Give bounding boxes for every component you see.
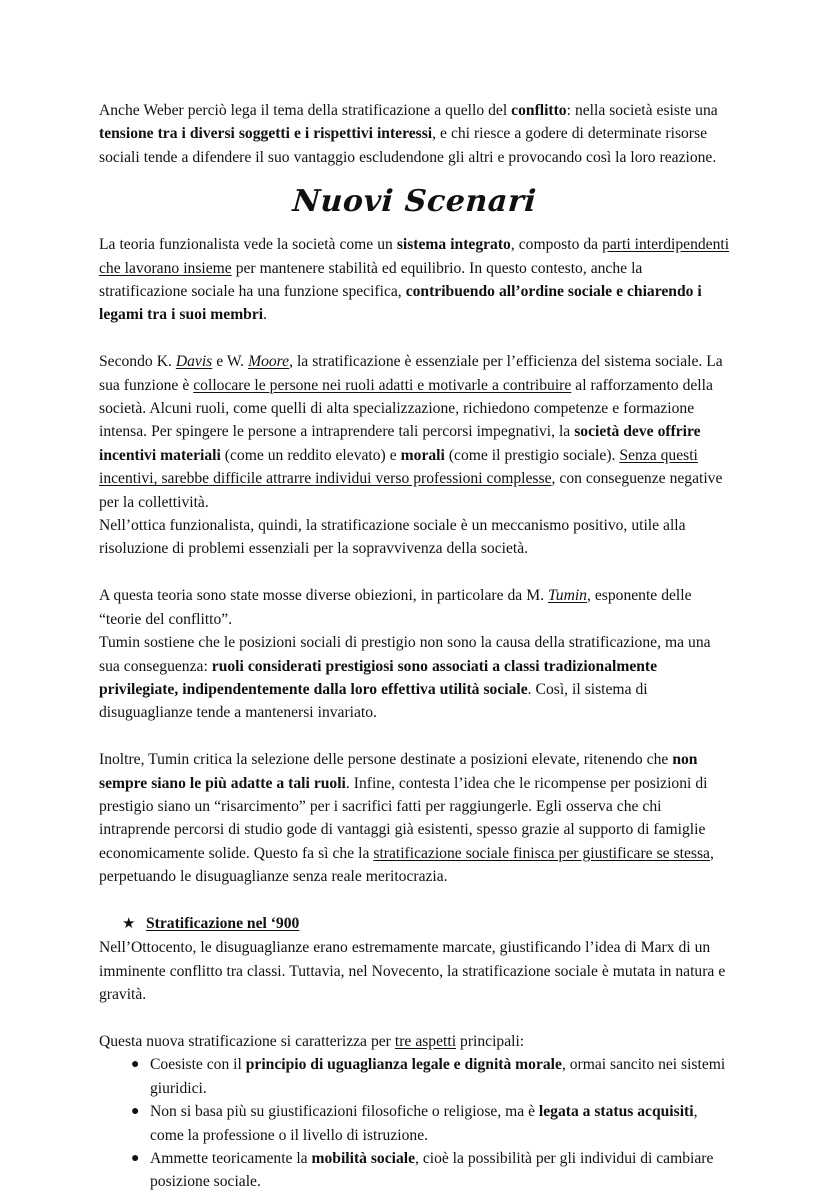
emphasis-underline: tre aspetti [394, 1032, 457, 1050]
bullet-dot-icon: ● [131, 1104, 140, 1120]
list-item-text: Ammette teoricamente la mobilità sociale, cioè la possibilità per gli individui di cambiare posizione sociale. [150, 1149, 714, 1191]
list-item-uguaglianza [99, 1053, 730, 1100]
list-item-text: Non si basa più su giustificazioni filosofiche o religiose, ma è legata a status acquisiti, come la professione o il livello di istruzione. [150, 1103, 698, 1144]
paragraph-spacer [99, 1007, 730, 1030]
star-bullet-icon: ★ [122, 915, 136, 932]
emphasis-bold: contribuendo all’ordine sociale e chiarendo i legami tra i suoi membri [99, 283, 702, 324]
tre-aspetti-intro-paragraph: Questa nuova stratificazione si caratterizza per tre aspetti principali: [99, 1032, 525, 1050]
emphasis-italic-underline: Davis [175, 353, 213, 371]
tumin-critique-paragraph: Inoltre, Tumin critica la selezione delle persone destinate a posizioni elevate, ritenendo che non sempre siano le più adatte a tali ruoli. Infine, contesta l’idea che le ricompense per posizioni di prestigio siano un “risarcimento” per i sacrifici fatti per raggiungerle. Egli osserva che chi intraprende percorsi di studio gode di vantaggi già esistenti, spesso grazie al supporto di famiglie economicamente solide. Questo fa sì che la stratificazione sociale finisca per giustificare se stessa, perpetuando le disuguaglianze senza reale meritocrazia. [99, 751, 714, 886]
bullet-dot-icon: ● [131, 1057, 140, 1073]
emphasis-bold: società deve offrire incentivi materiali [99, 423, 701, 464]
emphasis-bold: conflitto [511, 102, 567, 119]
list-item-status-acquisiti [99, 1100, 730, 1147]
emphasis-bold: tensione tra i diversi soggetti e i rispettivi interessi [99, 125, 433, 143]
emphasis-bold: morali [400, 446, 445, 464]
tumin-prestige-paragraph: Tumin sostiene che le posizioni sociali di prestigio non sono la causa della stratificazione, ma una sua conseguenza: ruoli considerati prestigiosi sono associati a classi tradizionalmente privilegiate, indipendentemente dalla loro effettiva utilità sociale. Così, il sistema di disuguaglianze tende a mantenersi invariato. [99, 634, 711, 722]
document-body [99, 99, 730, 1194]
paragraph-spacer [99, 561, 730, 584]
emphasis-bold: mobilità sociale [311, 1149, 416, 1167]
weber-conflict-paragraph: Anche Weber perciò lega il tema della stratificazione a quello del conflitto: nella società esiste una tensione tra i diversi soggetti e i rispettivi interessi, e chi riesce a godere di determinate risorse sociali tende a difendere il suo vantaggio escludendone gli altri e provocando così la loro reazione. [99, 102, 718, 166]
emphasis-italic-underline: Moore [248, 353, 290, 371]
davis-moore-paragraph: Secondo K. Davis e W. Moore, la stratificazione è essenziale per l’efficienza del sistema sociale. La sua funzione è collocare le persone nei ruoli adatti e motivarle a contribuire al rafforzamento della società. Alcuni ruoli, come quelli di alta specializzazione, richiedono competenze e formazione intensa. Per spingere le persone a intraprendere tali percorsi impegnativi, la società deve offrire incentivi materiali (come un reddito elevato) e morali (come il prestigio sociale). Senza questi incentivi, sarebbe difficile attrarre individui verso professioni complesse, con conseguenze negative per la collettività. [99, 353, 723, 511]
emphasis-bold: ruoli considerati prestigiosi sono associati a classi tradizionalmente privilegiate, indipendentemente dalla loro effettiva utilità sociale [99, 657, 658, 698]
emphasis-underline: stratificazione sociale finisca per giustificare se stessa [373, 844, 710, 862]
list-item-mobilita-sociale [99, 1147, 730, 1194]
emphasis-bold: non sempre siano le più adatte a tali ruoli [99, 751, 698, 792]
emphasis-bold: principio di uguaglianza legale e dignità morale [245, 1056, 562, 1074]
tre-aspetti-list [99, 1053, 730, 1193]
paragraph-spacer [99, 725, 730, 748]
functionalist-theory-paragraph: La teoria funzionalista vede la società come un sistema integrato, composto da parti interdipendenti che lavorano insieme per mantenere stabilità ed equilibrio. In questo contesto, anche la stratificazione sociale ha una funzione specifica, contribuendo all’ordine sociale e chiarendo i legami tra i suoi membri. [99, 236, 730, 324]
list-item-text: Coesiste con il principio di uguaglianza legale e dignità morale, ormai sancito nei sistemi giuridici. [150, 1056, 726, 1097]
section-heading-label: Stratificazione nel ‘900 [146, 914, 300, 932]
emphasis-underline: parti interdipendenti che lavorano insieme [99, 236, 730, 277]
functionalist-conclusion-paragraph: Nell’ottica funzionalista, quindi, la stratificazione sociale è un meccanismo positivo, utile alla risoluzione di problemi essenziali per la sopravvivenza della società. [99, 517, 686, 558]
paragraph-spacer [99, 889, 730, 912]
tumin-objections-paragraph: A questa teoria sono state mosse diverse obiezioni, in particolare da M. Tumin, esponente delle “teorie del conflitto”. [99, 587, 692, 628]
stratificazione-900-heading [99, 912, 730, 936]
ottocento-paragraph: Nell’Ottocento, le disuguaglianze erano estremamente marcate, giustificando l’idea di Marx di un imminente conflitto tra classi. Tuttavia, nel Novecento, la stratificazione sociale è mutata in natura e gravità. [99, 939, 726, 1004]
bullet-dot-icon: ● [131, 1150, 140, 1166]
emphasis-italic-underline: Tumin [547, 587, 587, 605]
nuovi-scenari-heading: Nuovi Scenari [291, 184, 538, 220]
emphasis-underline: collocare le persone nei ruoli adatti e motivarle a contribuire [193, 376, 572, 394]
emphasis-bold: sistema integrato [396, 236, 511, 254]
paragraph-spacer [99, 327, 730, 350]
emphasis-bold: legata a status acquisiti [538, 1103, 694, 1121]
emphasis-underline: Senza questi incentivi, sarebbe difficile attrarre individui verso professioni complesse [99, 446, 698, 488]
